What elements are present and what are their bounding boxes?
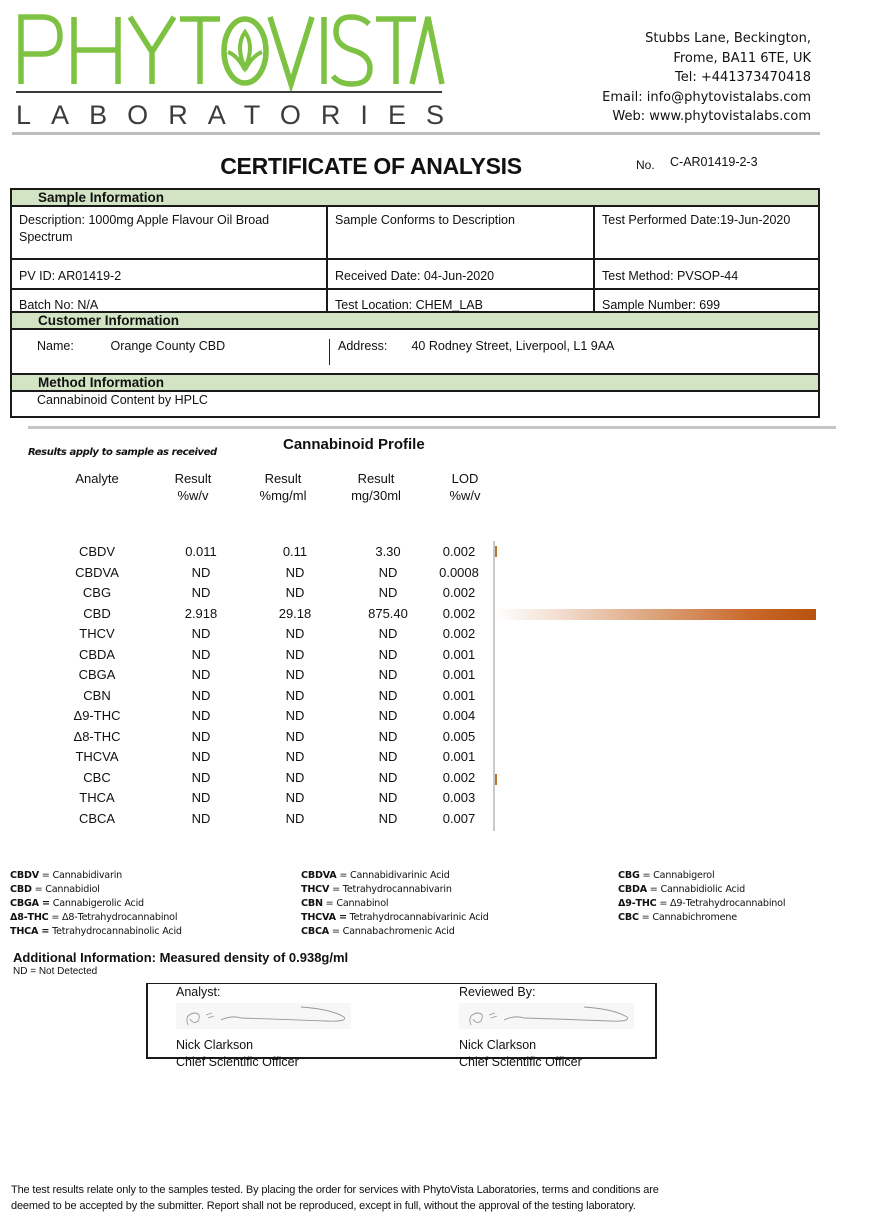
- logo-subtitle: [16, 98, 446, 130]
- table-row: [0, 790, 500, 811]
- cell-analyte: CBC: [83, 769, 111, 785]
- cell-analyte: CBDA: [78, 646, 116, 662]
- reviewer-title: Chief Scientific Officer: [459, 1055, 582, 1069]
- column-header-unit: mg/30ml: [351, 488, 401, 503]
- cell-lod: 0.001: [442, 646, 476, 662]
- section-heading: Sample Information: [12, 190, 818, 207]
- customer-row: [12, 330, 818, 374]
- table-row: [0, 749, 500, 770]
- cell-mg-ml: ND: [285, 728, 305, 744]
- glossary-abbreviation: CBDV: [10, 870, 39, 881]
- table-row: [0, 585, 500, 606]
- glossary-definition: Tetrahydrocannabinolic Acid: [49, 926, 182, 937]
- cell-pct-wv: ND: [191, 564, 211, 580]
- cell-analyte: CBGA: [78, 667, 116, 682]
- footer-line-2: deemed to be accepted by the submitter. Report shall not be reproduced, except in full, without the approval of the testing laboratory.: [11, 1200, 636, 1212]
- table-row: [0, 667, 500, 688]
- glossary-item: [10, 869, 182, 883]
- cell-analyte: THCV: [79, 626, 115, 641]
- glossary-column-2: [301, 869, 489, 939]
- method-information-section: [10, 373, 820, 418]
- sample-number-cell: Sample Number: 699: [602, 298, 721, 312]
- glossary-definition: = Tetrahydrocannabivarin: [329, 884, 452, 895]
- table-row: [0, 647, 500, 668]
- cell-pct-wv: ND: [191, 769, 211, 785]
- section-heading: Customer Information: [12, 313, 818, 330]
- cell-pct-wv: ND: [191, 749, 211, 764]
- customer-information-section: [10, 311, 820, 376]
- cell-mg-ml: ND: [285, 769, 305, 785]
- test-date-cell: Test Performed Date:19-Jun-2020: [595, 207, 818, 260]
- footer-line-1: The test results relate only to the samples tested. By placing the order for services with PhytoVista Laboratories, terms and conditions are: [11, 1184, 659, 1196]
- signature-image: [459, 1003, 634, 1029]
- cell-lod: 0.002: [442, 585, 476, 600]
- cell-mg-ml: ND: [285, 790, 305, 805]
- nd-note: ND = Not Detected: [13, 966, 98, 977]
- glossary-definition: = Cannabachromenic Acid: [329, 926, 455, 937]
- cell-mg-ml: ND: [285, 626, 305, 641]
- glossary-column-3: [618, 869, 785, 925]
- glossary-abbreviation: CBCA: [301, 926, 330, 937]
- table-row: [0, 729, 500, 750]
- reviewer-signature-block: [459, 984, 634, 1071]
- cell-pct-wv: ND: [191, 646, 211, 662]
- cell-pct-wv: 2.918: [184, 605, 218, 621]
- column-header-line: LOD: [451, 471, 479, 486]
- glossary-definition: Cannabigerolic Acid: [49, 898, 144, 909]
- glossary-definition: = Cannabinol: [322, 898, 389, 909]
- header-divider: [12, 132, 820, 135]
- cell-mg-30ml: ND: [378, 749, 398, 764]
- column-header-unit: %mg/ml: [259, 488, 307, 503]
- glossary-definition: Tetrahydrocannabivarinic Acid: [346, 912, 489, 923]
- cell-lod: 0.002: [442, 544, 476, 559]
- signature-box: [146, 983, 657, 1069]
- cell-mg-30ml: ND: [378, 810, 398, 826]
- glossary-abbreviation: CBGA =: [10, 898, 50, 909]
- cell-pct-wv: ND: [191, 667, 211, 682]
- logo-wordmark: [14, 12, 444, 86]
- customer-address-group: [330, 339, 614, 353]
- bar-cbc: [495, 774, 497, 785]
- column-header-line: Result: [174, 471, 212, 486]
- analyst-title: Chief Scientific Officer: [176, 1055, 299, 1069]
- reviewer-label: Reviewed By:: [459, 985, 536, 999]
- profile-title: Cannabinoid Profile: [283, 436, 425, 453]
- cell-mg-30ml: ND: [378, 564, 398, 580]
- cell-analyte: CBCA: [78, 810, 116, 826]
- email[interactable]: Email: info@phytovistalabs.com: [602, 89, 811, 105]
- cell-mg-30ml: ND: [378, 646, 398, 662]
- method-value: Cannabinoid Content by HPLC: [37, 393, 208, 407]
- cell-lod: 0.004: [442, 708, 476, 723]
- name-label: Name:: [37, 339, 74, 353]
- cell-mg-30ml: 875.40: [368, 605, 408, 621]
- website[interactable]: Web: www.phytovistalabs.com: [612, 109, 811, 125]
- glossary-definition: = Cannabidiolic Acid: [646, 884, 745, 895]
- pv-id-cell: PV ID: AR01419-2: [12, 260, 328, 290]
- cell-analyte: CBG: [82, 585, 112, 600]
- cell-mg-30ml: ND: [378, 708, 398, 723]
- glossary-item: [301, 897, 489, 911]
- cell-pct-wv: ND: [191, 626, 211, 641]
- cell-pct-wv: ND: [191, 585, 211, 600]
- table-row: [0, 626, 500, 647]
- cell-pct-wv: ND: [191, 687, 211, 703]
- company-logo: [14, 12, 444, 86]
- cell-mg-ml: ND: [285, 810, 305, 826]
- glossary-item: [618, 911, 785, 925]
- svg-text:LABORATORIES: LABORATORIES: [16, 100, 444, 130]
- bar-cbd: [495, 609, 816, 620]
- glossary-item: [301, 883, 489, 897]
- table-row: [0, 811, 500, 832]
- cell-pct-wv: ND: [191, 728, 211, 744]
- customer-name: Orange County CBD: [110, 339, 226, 353]
- analyst-signature-block: [176, 984, 351, 1071]
- contact-block: [602, 29, 811, 127]
- glossary-abbreviation: THCV: [301, 884, 330, 895]
- glossary-abbreviation: CBN: [301, 898, 323, 909]
- cell-lod: 0.001: [442, 749, 476, 764]
- cell-mg-ml: ND: [285, 564, 305, 580]
- cell-mg-ml: 0.11: [282, 544, 308, 559]
- cell-mg-30ml: ND: [378, 790, 398, 805]
- column-header-unit: %w/v: [177, 488, 209, 503]
- glossary-definition: = Cannabichromene: [638, 912, 737, 923]
- address-line-2: Frome, BA11 6TE, UK: [673, 50, 811, 66]
- cell-lod: 0.007: [442, 810, 476, 826]
- received-date-cell: Received Date: 04-Jun-2020: [328, 260, 595, 290]
- glossary-definition: = Cannabidiol: [31, 884, 100, 895]
- batch-no-cell: Batch No: N/A: [12, 290, 328, 321]
- column-header-line: Result: [264, 471, 302, 486]
- bar-axis: [493, 541, 495, 831]
- certificate-number: C-AR01419-2-3: [670, 155, 758, 169]
- cell-analyte: CBDV: [78, 544, 116, 559]
- table-row: [0, 770, 500, 791]
- address-line-1: Stubbs Lane, Beckington,: [645, 31, 811, 46]
- cell-mg-30ml: ND: [378, 626, 398, 641]
- section-divider: [28, 426, 836, 429]
- table-row: [0, 708, 500, 729]
- cell-mg-ml: 29.18: [278, 605, 312, 621]
- glossary-abbreviation: CBDA: [618, 884, 647, 895]
- test-method-cell: Test Method: PVSOP-44: [595, 260, 818, 290]
- column-header-lod: [432, 470, 498, 504]
- signature-image: [176, 1003, 351, 1029]
- certificate-number-label: No.: [636, 158, 655, 172]
- glossary-item: [10, 897, 182, 911]
- glossary-item: [301, 925, 489, 939]
- section-heading: Method Information: [12, 375, 818, 392]
- cell-analyte: CBDVA: [75, 564, 119, 580]
- cell-pct-wv: ND: [191, 790, 211, 805]
- cell-mg-ml: ND: [285, 646, 305, 662]
- glossary-item: [301, 911, 489, 925]
- table-row: [0, 688, 500, 709]
- cell-mg-30ml: ND: [378, 687, 398, 703]
- cell-mg-30ml: ND: [378, 728, 398, 744]
- glossary-abbreviation: THCA =: [10, 926, 50, 937]
- description-cell: Description: 1000mg Apple Flavour Oil Broad Spectrum: [12, 207, 328, 260]
- cell-pct-wv: ND: [191, 810, 211, 826]
- glossary-definition: = Δ8-Tetrahydrocannabinol: [48, 912, 178, 923]
- page-title: CERTIFICATE OF ANALYSIS: [220, 153, 522, 179]
- bar-cbdv: [495, 546, 497, 557]
- address-label: Address:: [338, 339, 388, 353]
- glossary-item: [301, 869, 489, 883]
- analyst-label: Analyst:: [176, 985, 221, 999]
- reviewer-name: Nick Clarkson: [459, 1038, 537, 1052]
- glossary-column-1: [10, 869, 182, 939]
- laboratories-wordmark: [16, 98, 446, 130]
- column-header-unit: %w/v: [449, 488, 481, 503]
- table-row: [0, 544, 500, 565]
- glossary-item: [618, 883, 785, 897]
- cell-lod: 0.0008: [439, 564, 479, 580]
- telephone: Tel: +441373470418: [675, 70, 811, 86]
- cell-mg-ml: ND: [285, 667, 305, 682]
- cell-pct-wv: 0.011: [185, 544, 217, 559]
- cell-mg-30ml: ND: [378, 769, 398, 785]
- cell-mg-30ml: ND: [378, 667, 398, 682]
- cell-lod: 0.005: [442, 728, 476, 744]
- cell-mg-ml: ND: [285, 585, 305, 600]
- glossary-definition: = Δ9-Tetrahydrocannabinol: [656, 898, 786, 909]
- cell-lod: 0.002: [442, 769, 476, 785]
- glossary-abbreviation: Δ9-THC: [618, 898, 657, 909]
- glossary-definition: = Cannabidivarin: [38, 870, 123, 881]
- cell-analyte: CBN: [83, 687, 111, 703]
- table-row: [0, 565, 500, 586]
- glossary-abbreviation: CBDVA: [301, 870, 337, 881]
- cell-analyte: THCVA: [75, 749, 119, 764]
- column-header-mg-30ml: [343, 470, 409, 504]
- customer-address: 40 Rodney Street, Liverpool, L1 9AA: [411, 339, 615, 353]
- glossary-abbreviation: THCVA =: [301, 912, 347, 923]
- cell-analyte: CBD: [83, 605, 111, 621]
- glossary-item: [10, 883, 182, 897]
- glossary-definition: = Cannabigerol: [639, 870, 715, 881]
- conformance-cell: Sample Conforms to Description: [328, 207, 595, 260]
- logo-divider: [16, 91, 442, 93]
- cell-analyte: THCA: [79, 790, 115, 805]
- cell-lod: 0.002: [442, 626, 476, 641]
- cell-mg-ml: ND: [285, 687, 305, 703]
- cell-lod: 0.002: [442, 605, 476, 621]
- glossary-definition: = Cannabidivarinic Acid: [336, 870, 450, 881]
- cell-pct-wv: ND: [191, 708, 211, 723]
- column-header-line: Analyte: [75, 471, 119, 486]
- cell-mg-ml: ND: [285, 708, 305, 723]
- customer-name-group: [12, 339, 330, 365]
- column-header-analyte: [62, 470, 132, 487]
- glossary-abbreviation: CBG: [618, 870, 640, 881]
- cell-mg-30ml: ND: [378, 585, 398, 600]
- glossary-item: [10, 925, 182, 939]
- cell-analyte: Δ9-THC: [73, 708, 121, 723]
- cell-mg-ml: ND: [285, 749, 305, 764]
- cell-analyte: Δ8-THC: [73, 728, 121, 744]
- cell-lod: 0.001: [442, 687, 476, 703]
- additional-information: Additional Information: Measured density of 0.938g/ml: [13, 950, 349, 965]
- glossary-abbreviation: Δ8-THC: [10, 912, 49, 923]
- glossary-item: [10, 911, 182, 925]
- glossary-item: [618, 897, 785, 911]
- glossary-item: [618, 869, 785, 883]
- sample-info-grid: [12, 207, 818, 290]
- column-header-pct-wv: [160, 470, 226, 504]
- cell-mg-30ml: 3.30: [375, 544, 401, 559]
- cell-lod: 0.003: [442, 790, 476, 805]
- glossary-abbreviation: CBC: [618, 912, 639, 923]
- results-note: Results apply to sample as received: [28, 447, 217, 458]
- table-row: [0, 606, 500, 627]
- glossary-abbreviation: CBD: [10, 884, 32, 895]
- column-header-line: Result: [357, 471, 395, 486]
- analyst-name: Nick Clarkson: [176, 1038, 254, 1052]
- footer-disclaimer: [11, 1182, 659, 1214]
- sample-information-section: [10, 188, 820, 323]
- test-location-cell: Test Location: CHEM_LAB: [328, 290, 595, 321]
- column-header-mg-ml: [250, 470, 316, 504]
- cell-lod: 0.001: [442, 667, 476, 682]
